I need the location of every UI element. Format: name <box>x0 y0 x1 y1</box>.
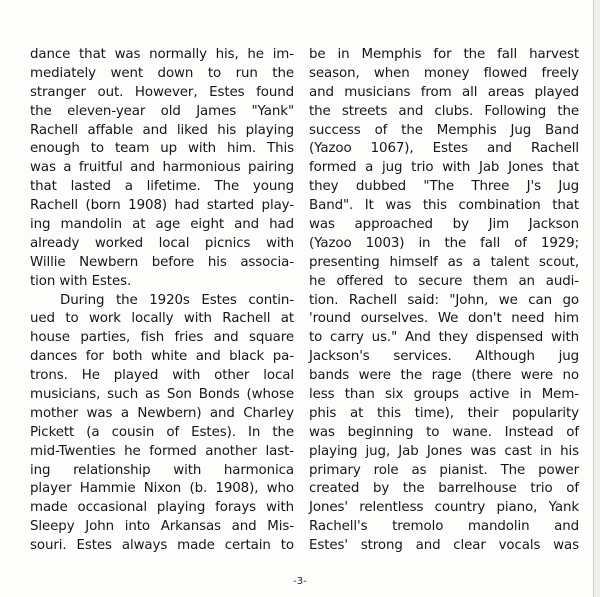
text-line: Jackson's services. Although jug <box>309 349 579 365</box>
text-line: enough to team up with him. This <box>30 141 294 157</box>
text-line: Rachell's tremolo mandolin and <box>309 519 579 535</box>
text-line: the eleven-year old James "Yank" <box>30 103 294 119</box>
right-text-column <box>309 46 579 556</box>
text-line: (Yazoo 1003) in the fall of 1929; <box>309 235 579 251</box>
text-line: created by the barrelhouse trio of <box>309 481 579 497</box>
text-line: trons. He played with other local <box>30 368 294 384</box>
text-line: he offered to secure them an audi- <box>309 273 579 289</box>
text-line: mid-Twenties he formed another last- <box>30 443 294 459</box>
text-line: souri. Estes always made certain to <box>30 538 294 554</box>
text-line: house parties, fish fries and square <box>30 330 294 346</box>
text-line: presenting himself as a talent scout, <box>309 254 579 270</box>
text-line: Sleepy John into Arkansas and Mis- <box>30 519 294 535</box>
text-line: primary role as pianist. The power <box>309 462 579 478</box>
text-line: ing mandolin at age eight and had <box>30 217 294 233</box>
text-line: formed a jug trio with Jab Jones that <box>309 160 579 176</box>
text-line: the streets and clubs. Following the <box>309 103 579 119</box>
text-line: already worked local picnics with <box>30 235 294 251</box>
text-line: and musicians from all areas played <box>309 84 579 100</box>
text-line: Estes' strong and clear vocals was <box>309 538 579 554</box>
text-line: Willie Newbern before his associa- <box>30 254 294 270</box>
page-edge-divider <box>593 0 600 597</box>
text-line: Rachell affable and liked his playing <box>30 122 294 138</box>
text-line: stranger out. However, Estes found <box>30 84 294 100</box>
text-line: bands were the rage (there were no <box>309 368 579 384</box>
text-line: ued to work locally with Rachell at <box>30 311 294 327</box>
text-line: Jones' relentless country piano, Yank <box>309 500 579 516</box>
text-line: they dubbed "The Three J's Jug <box>309 179 579 195</box>
text-line: season, when money flowed freely <box>309 65 579 81</box>
text-line: to carry us." And they dispensed with <box>309 330 579 346</box>
paragraph-start-line: During the 1920s Estes contin- <box>60 292 294 308</box>
text-line: Pickett (a cousin of Estes). In the <box>30 424 294 440</box>
text-line: less than six groups active in Mem- <box>309 387 579 403</box>
text-line: be in Memphis for the fall harvest <box>309 47 579 62</box>
text-line: Band". It was this combination that <box>309 198 579 214</box>
text-line: mother was a Newbern) and Charley <box>30 405 294 421</box>
text-line: was a fruitful and harmonious pairing <box>30 160 294 176</box>
text-line: mediately went down to run the <box>30 65 294 81</box>
left-text-column <box>30 46 294 556</box>
text-line: dance that was normally his, he im- <box>30 47 294 62</box>
text-line: dances for both white and black pa- <box>30 349 294 365</box>
text-line: success of the Memphis Jug Band <box>309 122 579 138</box>
text-line: phis at this time), their popularity <box>309 405 579 421</box>
text-line: 'round ourselves. We don't need him <box>309 311 579 327</box>
text-line: that lasted a lifetime. The young <box>30 179 294 195</box>
paragraph-end-line: tion with Estes. <box>30 273 132 289</box>
text-line: player Hammie Nixon (b. 1908), who <box>30 481 294 497</box>
text-line: was approached by Jim Jackson <box>309 217 579 233</box>
text-line: (Yazoo 1067), Estes and Rachell <box>309 141 579 157</box>
text-line: ing relationship with harmonica <box>30 462 294 478</box>
text-line: made occasional playing forays with <box>30 500 294 516</box>
text-line: tion. Rachell said: "John, we can go <box>309 292 579 308</box>
text-line: musicians, such as Son Bonds (whose <box>30 387 294 403</box>
text-line: playing jug, Jab Jones was cast in his <box>309 443 579 459</box>
text-line: was beginning to wane. Instead of <box>309 424 579 440</box>
text-line: Rachell (born 1908) had started play- <box>30 198 294 214</box>
page-number: -3- <box>293 576 307 587</box>
